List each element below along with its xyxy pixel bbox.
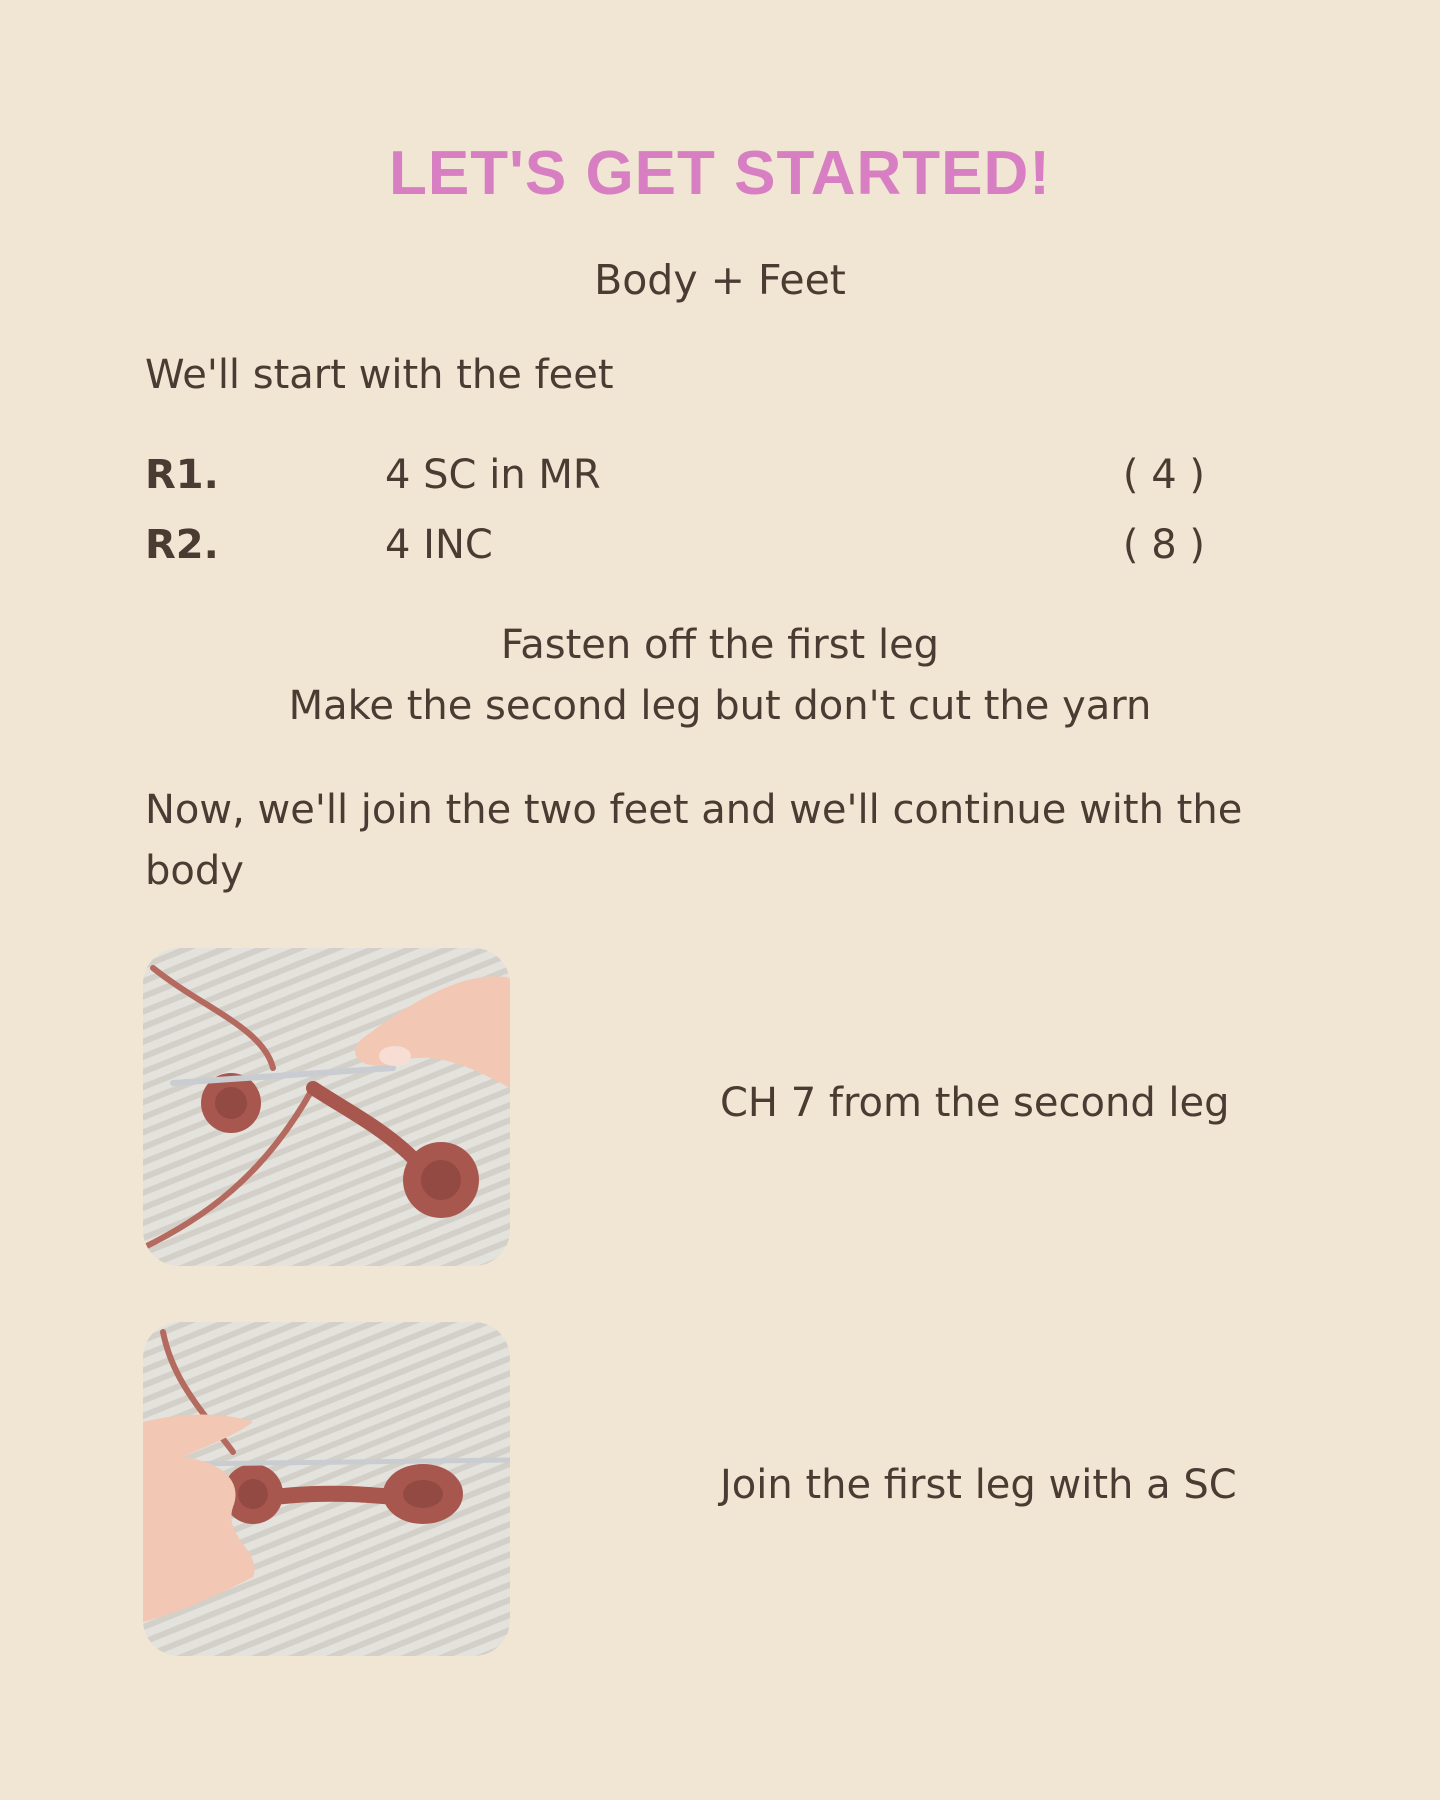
pattern-row-2 xyxy=(145,522,1205,582)
page-title: LET'S GET STARTED! xyxy=(389,139,1051,208)
second-leg-note: Make the second leg but don't cut the yarn xyxy=(288,683,1152,729)
pattern-row-1 xyxy=(145,452,1205,512)
fasten-off-note: Fasten off the first leg xyxy=(500,622,940,668)
row-stitch-count: ( 4 ) xyxy=(1122,452,1205,498)
row-instruction: 4 INC xyxy=(385,522,493,568)
row-instruction: 4 SC in MR xyxy=(385,452,601,498)
row-stitch-count: ( 8 ) xyxy=(1122,522,1205,568)
join-paragraph: Now, we'll join the two feet and we'll continue with the body xyxy=(145,787,1243,894)
row-label: R2. xyxy=(145,522,219,568)
intro-text: We'll start with the feet xyxy=(145,352,614,398)
row-label: R1. xyxy=(145,452,219,498)
step-photo-join xyxy=(143,1322,510,1656)
step-caption-join: Join the first leg with a SC xyxy=(720,1462,1237,1508)
step-caption-chain: CH 7 from the second leg xyxy=(720,1080,1230,1126)
step-photo-chain xyxy=(143,948,510,1266)
section-subtitle: Body + Feet xyxy=(594,256,846,304)
